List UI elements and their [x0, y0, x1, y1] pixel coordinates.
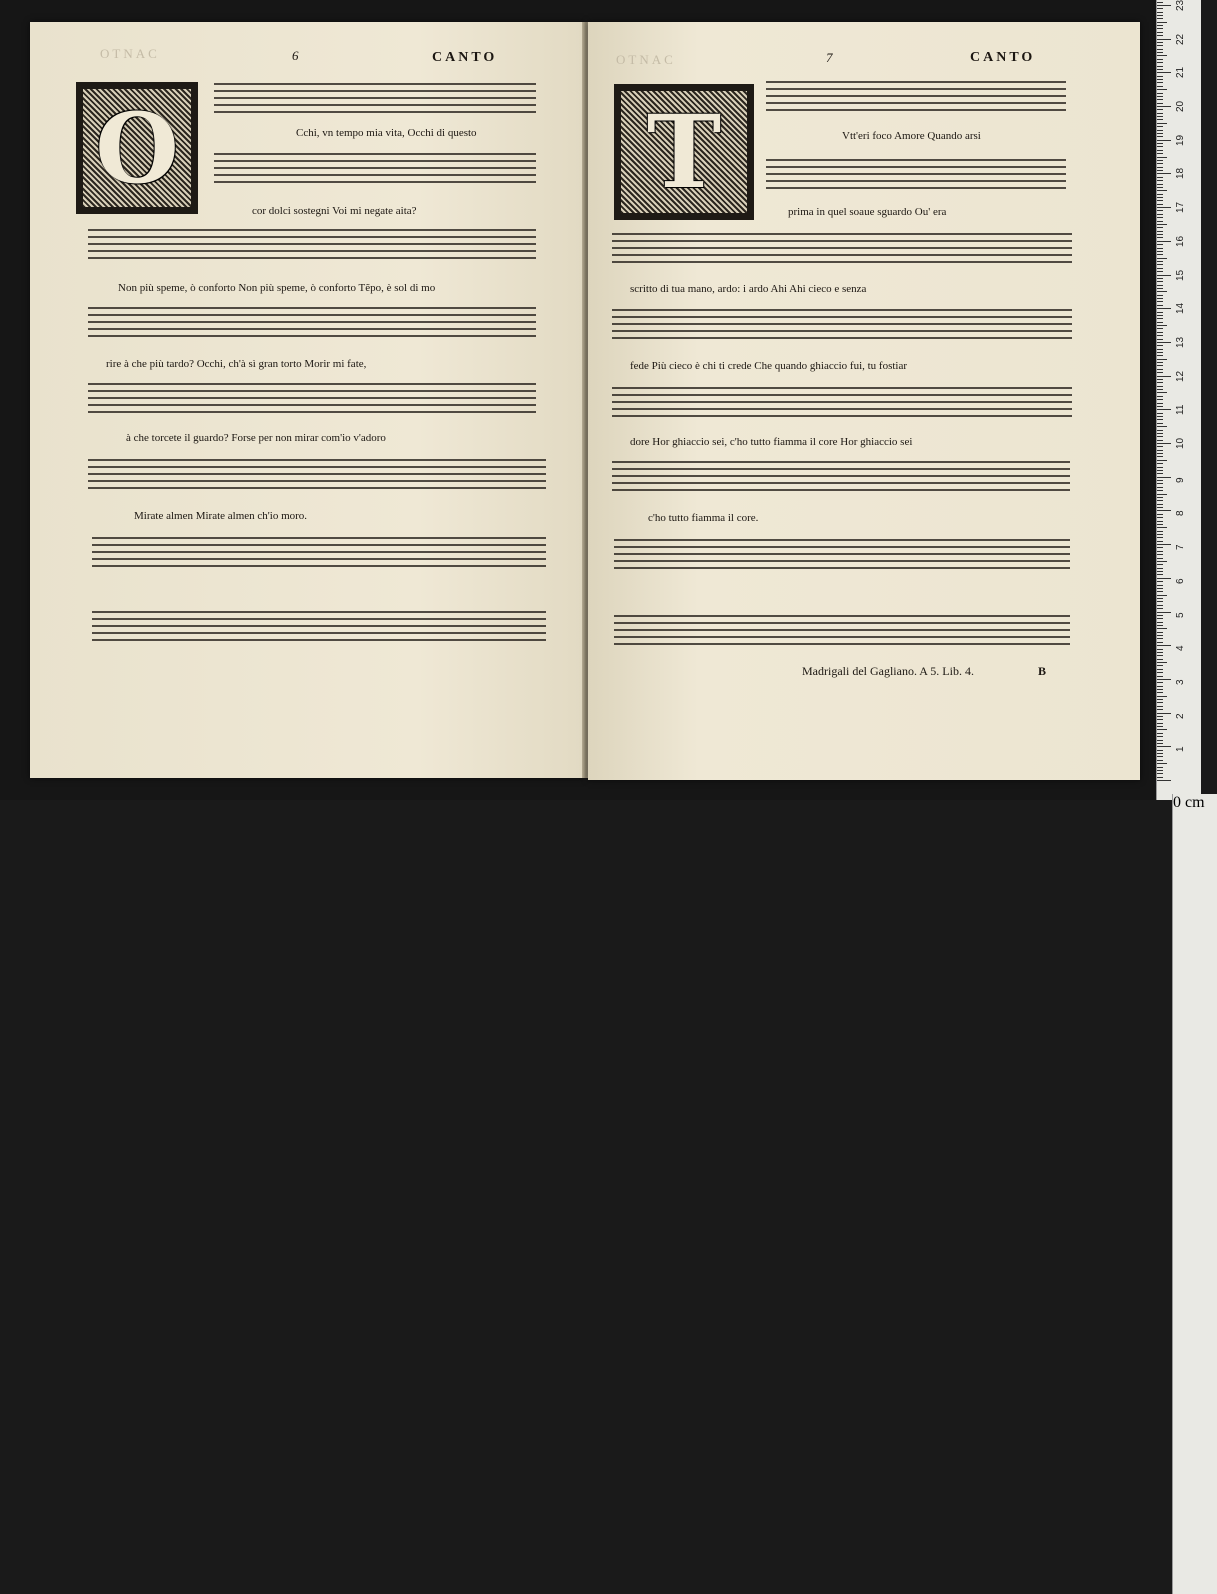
ruler-tick: [1157, 12, 1163, 13]
ruler-tick: [1157, 746, 1171, 747]
ruler-tick: [1157, 467, 1163, 468]
ruler-tick: [1157, 126, 1163, 127]
ruler-tick: [1157, 477, 1171, 478]
ruler-tick: [1157, 72, 1171, 73]
ruler-tick: [1157, 271, 1163, 272]
ruler-tick: [1157, 497, 1163, 498]
ruler-tick: [1157, 231, 1163, 232]
ruler-tick: [1157, 318, 1163, 319]
left-staff-5: [88, 380, 536, 420]
ruler-tick: [1157, 635, 1163, 636]
ruler-tick: [1157, 521, 1163, 522]
ruler-tick: [1157, 436, 1163, 437]
left-lyric-1: Cchi, vn tempo mia vita, Occhi di questo: [296, 127, 477, 139]
ruler-tick: [1157, 281, 1163, 282]
ruler-tick: [1157, 396, 1163, 397]
ruler-tick: [1157, 588, 1163, 589]
ruler-tick: [1157, 510, 1171, 511]
ruler-tick: [1157, 767, 1163, 768]
ruler-tick: [1157, 638, 1163, 639]
ruler-tick: [1157, 473, 1163, 474]
ruler-tick: [1157, 2, 1163, 3]
ruler-tick: [1157, 558, 1163, 559]
ruler-unit-label: 0 cm: [1172, 794, 1217, 1594]
ruler-tick: [1157, 52, 1163, 53]
ruler-tick: [1157, 335, 1163, 336]
ruler-tick: [1157, 740, 1163, 741]
ruler-tick: [1157, 500, 1163, 501]
ruler-tick: [1157, 433, 1163, 434]
ruler-tick: [1157, 275, 1171, 276]
ruler-tick: [1157, 15, 1163, 16]
ruler-tick: [1157, 251, 1163, 252]
ruler-tick: [1157, 547, 1163, 548]
ruler-tick: [1157, 136, 1163, 137]
ruler-tick: [1157, 578, 1171, 579]
ruler-tick: [1157, 339, 1163, 340]
ruler-tick: [1157, 514, 1163, 515]
ruler-tick: [1157, 96, 1163, 97]
ruler-tick: [1157, 254, 1163, 255]
ruler-tick: [1157, 696, 1167, 697]
ruler-tick: [1157, 713, 1171, 714]
ruler-tick: [1157, 756, 1163, 757]
ruler-tick: [1157, 352, 1163, 353]
ruler-tick: [1157, 224, 1167, 225]
right-staff-1: [766, 78, 1066, 118]
ruler-tick: [1157, 345, 1163, 346]
ruler-tick: [1157, 443, 1171, 444]
ruler-tick: [1157, 750, 1163, 751]
ruler-tick: [1157, 729, 1167, 730]
ruler-label: 7: [1175, 544, 1186, 551]
ruler-tick: [1157, 581, 1163, 582]
ruler-tick: [1157, 180, 1163, 181]
ruler-tick: [1157, 301, 1163, 302]
ruler-tick: [1157, 369, 1163, 370]
ruler-tick: [1157, 517, 1163, 518]
ruler-tick: [1157, 28, 1163, 29]
ruler-label: 15: [1175, 269, 1186, 281]
ruler-tick: [1157, 692, 1163, 693]
ruler-tick: [1157, 716, 1163, 717]
ruler-tick: [1157, 487, 1163, 488]
ruler-tick: [1157, 204, 1163, 205]
left-lyric-2: cor dolci sostegni Voi mi negate aita?: [252, 205, 417, 217]
ruler-tick: [1157, 342, 1171, 343]
ruler-tick: [1157, 534, 1163, 535]
ruler-tick: [1157, 527, 1167, 528]
right-lyric-5: dore Hor ghiaccio sei, c'ho tutto fiamma il core Hor ghiaccio sei: [630, 436, 913, 448]
ruler-tick: [1157, 79, 1163, 80]
ruler-tick: [1157, 665, 1163, 666]
ruler-tick: [1157, 642, 1163, 643]
left-empty-staff-1: [92, 534, 546, 574]
ruler-tick: [1157, 649, 1163, 650]
ruler-tick: [1157, 763, 1167, 764]
ruler-tick: [1157, 736, 1163, 737]
right-initial-letter: T: [646, 93, 722, 211]
ruler-tick: [1157, 507, 1163, 508]
ruler-tick: [1157, 86, 1163, 87]
measurement-ruler: [1156, 0, 1201, 800]
ruler-tick: [1157, 89, 1167, 90]
ruler-tick: [1157, 409, 1171, 410]
right-ghost-header: OTNAC: [616, 52, 676, 67]
right-staff-5: [612, 384, 1072, 424]
ruler-tick: [1157, 160, 1163, 161]
ruler-tick: [1157, 760, 1163, 761]
ruler-label: 11: [1175, 404, 1186, 416]
ruler-tick: [1157, 585, 1163, 586]
right-lyric-2: prima in quel soaue sguardo Ou' era: [788, 206, 947, 218]
ruler-tick: [1157, 146, 1163, 147]
ruler-tick: [1157, 207, 1171, 208]
ruler-tick: [1157, 628, 1167, 629]
right-empty-staff-2: [614, 612, 1070, 652]
ruler-tick: [1157, 227, 1163, 228]
ruler-tick: [1157, 376, 1171, 377]
ruler-tick: [1157, 524, 1163, 525]
ruler-tick: [1157, 315, 1163, 316]
ruler-tick: [1157, 325, 1167, 326]
ruler-tick: [1157, 719, 1163, 720]
ruler-tick: [1157, 605, 1163, 606]
ruler-tick: [1157, 561, 1167, 562]
ruler-tick: [1157, 221, 1163, 222]
ruler-tick: [1157, 686, 1163, 687]
ruler-tick: [1157, 332, 1163, 333]
left-staff-6: [88, 456, 410, 496]
ruler-tick: [1157, 652, 1163, 653]
ruler-tick: [1157, 143, 1163, 144]
ruler-tick: [1157, 564, 1163, 565]
ruler-tick: [1157, 662, 1167, 663]
ruler-tick: [1157, 777, 1163, 778]
ruler-tick: [1157, 574, 1163, 575]
right-page-footer: Madrigali del Gagliano. A 5. Lib. 4.: [802, 664, 974, 678]
ruler-tick: [1157, 264, 1163, 265]
left-lyric-5: à che torcete il guardo? Forse per non mirar com'io v'adoro: [126, 432, 386, 444]
ruler-tick: [1157, 39, 1171, 40]
ruler-tick: [1157, 312, 1163, 313]
left-staff-1: [214, 80, 536, 120]
left-staff-2: [214, 150, 536, 190]
ruler-tick: [1157, 234, 1163, 235]
ruler-tick: [1157, 200, 1163, 201]
ruler-tick: [1157, 655, 1163, 656]
ruler-label: 20: [1175, 100, 1186, 112]
ruler-tick: [1157, 237, 1163, 238]
ruler-tick: [1157, 288, 1163, 289]
ruler-tick: [1157, 241, 1171, 242]
right-page-number: 7: [826, 50, 833, 65]
ruler-tick: [1157, 32, 1163, 33]
ruler-tick: [1157, 419, 1163, 420]
ruler-tick: [1157, 210, 1163, 211]
left-initial-letter: O: [95, 91, 179, 205]
ruler-tick: [1157, 598, 1163, 599]
ruler-tick: [1157, 591, 1163, 592]
ruler-tick: [1157, 382, 1163, 383]
ruler-tick: [1157, 66, 1163, 67]
ruler-tick: [1157, 743, 1163, 744]
left-page-number: 6: [292, 48, 299, 63]
ruler-tick: [1157, 248, 1163, 249]
ruler-tick: [1157, 25, 1163, 26]
ruler-tick: [1157, 268, 1163, 269]
ruler-tick: [1157, 632, 1163, 633]
ruler-tick: [1157, 93, 1163, 94]
ruler-tick: [1157, 244, 1163, 245]
ruler-tick: [1157, 150, 1163, 151]
ruler-tick: [1157, 773, 1163, 774]
ruler-tick: [1157, 359, 1167, 360]
ruler-tick: [1157, 362, 1163, 363]
ruler-tick: [1157, 490, 1163, 491]
ruler-tick: [1157, 531, 1163, 532]
ruler-label: 5: [1175, 611, 1186, 618]
ruler-label: 9: [1175, 477, 1186, 483]
ruler-tick: [1157, 446, 1163, 447]
ruler-tick: [1157, 676, 1163, 677]
ruler-tick: [1157, 140, 1171, 141]
left-staff-6-empty: [410, 456, 546, 496]
ruler-tick: [1157, 426, 1167, 427]
ruler-tick: [1157, 612, 1171, 613]
ruler-tick: [1157, 726, 1163, 727]
ruler-tick: [1157, 130, 1163, 131]
ruler-label: 3: [1175, 679, 1186, 685]
ruler-tick: [1157, 119, 1163, 120]
ruler-tick: [1157, 261, 1163, 262]
ruler-tick: [1157, 163, 1163, 164]
right-staff-6-empty: [802, 458, 1070, 498]
ruler-tick: [1157, 355, 1163, 356]
left-empty-staff-2: [92, 608, 546, 648]
ruler-tick: [1157, 184, 1163, 185]
right-staff-2: [766, 156, 1066, 196]
ruler-tick: [1157, 197, 1163, 198]
ruler-tick: [1157, 403, 1163, 404]
ruler-tick: [1157, 349, 1163, 350]
ruler-label: 23: [1175, 0, 1186, 11]
ruler-tick: [1157, 618, 1163, 619]
ruler-tick: [1157, 116, 1163, 117]
ruler-label: 18: [1175, 168, 1186, 180]
ruler-label: 4: [1175, 645, 1186, 652]
left-staff-4: [88, 304, 536, 344]
ruler-tick: [1157, 541, 1163, 542]
ruler-tick: [1157, 423, 1163, 424]
ruler-tick: [1157, 214, 1163, 215]
ruler-tick: [1157, 608, 1163, 609]
ruler-tick: [1157, 45, 1163, 46]
ruler-tick: [1157, 483, 1163, 484]
right-empty-staff-1: [614, 536, 1070, 576]
ruler-tick: [1157, 463, 1163, 464]
ruler-tick: [1157, 62, 1163, 63]
ruler-tick: [1157, 278, 1163, 279]
ruler-tick: [1157, 440, 1163, 441]
ruler-tick: [1157, 291, 1167, 292]
ruler-label: 14: [1175, 303, 1186, 315]
ruler-tick: [1157, 295, 1163, 296]
ruler-tick: [1157, 153, 1163, 154]
ruler-tick: [1157, 76, 1163, 77]
ruler-tick: [1157, 699, 1163, 700]
ruler-tick: [1157, 392, 1167, 393]
left-staff-3: [88, 226, 536, 266]
right-signature-mark: B: [1038, 664, 1047, 678]
left-decorated-initial: [76, 82, 198, 214]
ruler-tick: [1157, 659, 1163, 660]
ruler-tick: [1157, 308, 1171, 309]
ruler-tick: [1157, 190, 1167, 191]
ruler-tick: [1157, 682, 1163, 683]
ruler-tick: [1157, 450, 1163, 451]
ruler-tick: [1157, 645, 1171, 646]
ruler-tick: [1157, 706, 1163, 707]
ruler-tick: [1157, 504, 1163, 505]
left-ghost-header: OTNAC: [100, 46, 160, 61]
right-staff-4: [612, 306, 1072, 346]
ruler-tick: [1157, 399, 1163, 400]
ruler-label: 1: [1175, 746, 1186, 753]
ruler-tick: [1157, 173, 1171, 174]
ruler-label: 19: [1175, 134, 1186, 146]
left-lyric-6: Mirate almen Mirate almen ch'io moro.: [134, 510, 308, 522]
ruler-tick: [1157, 194, 1163, 195]
ruler-tick: [1157, 69, 1163, 70]
ruler-tick: [1157, 22, 1167, 23]
ruler-tick: [1157, 551, 1163, 552]
ruler-tick: [1157, 379, 1163, 380]
ruler-tick: [1157, 601, 1163, 602]
ruler-tick: [1157, 18, 1163, 19]
ruler-tick: [1157, 82, 1163, 83]
ruler-tick: [1157, 615, 1163, 616]
ruler-tick: [1157, 170, 1163, 171]
ruler-tick: [1157, 372, 1163, 373]
ruler-tick: [1157, 625, 1163, 626]
left-lyric-3: Non più speme, ò conforto Non più speme, ò conforto Tẽpo, è sol di mo: [118, 282, 436, 294]
ruler-tick: [1157, 305, 1163, 306]
ruler-tick: [1157, 460, 1167, 461]
ruler-tick: [1157, 167, 1163, 168]
ruler-tick: [1157, 42, 1163, 43]
ruler-tick: [1157, 123, 1167, 124]
left-lyric-4: rire à che più tardo? Occhi, ch'à sì gran torto Morir mi fate,: [106, 358, 367, 370]
ruler-tick: [1157, 780, 1171, 781]
ruler-label: 8: [1175, 510, 1186, 517]
ruler-tick: [1157, 5, 1171, 6]
ruler-tick: [1157, 406, 1163, 407]
ruler-tick: [1157, 702, 1163, 703]
ruler-tick: [1157, 470, 1163, 471]
left-page-header: CANTO: [432, 50, 498, 65]
ruler-tick: [1157, 413, 1163, 414]
ruler-label: 6: [1175, 578, 1186, 584]
ruler-tick: [1157, 106, 1171, 107]
ruler-tick: [1157, 35, 1163, 36]
right-lyric-3: scritto di tua mano, ardo: i ardo Ahi Ahi cieco e senza: [630, 283, 867, 295]
ruler-label: 16: [1175, 235, 1186, 247]
right-lyric-1: Vtt'eri foco Amore Quando arsi: [842, 130, 981, 142]
ruler-tick: [1157, 55, 1167, 56]
ruler-tick: [1157, 59, 1163, 60]
ruler-tick: [1157, 709, 1163, 710]
ruler-label: 10: [1175, 437, 1186, 449]
ruler-label: 12: [1175, 370, 1186, 382]
right-staff-6: [612, 458, 802, 498]
right-staff-3: [612, 230, 1072, 270]
ruler-tick: [1157, 430, 1163, 431]
ruler-tick: [1157, 8, 1163, 9]
ruler-tick: [1157, 453, 1163, 454]
ruler-tick: [1157, 544, 1171, 545]
ruler-tick: [1157, 672, 1163, 673]
right-decorated-initial: [614, 84, 754, 220]
ruler-tick: [1157, 113, 1163, 114]
ruler-tick: [1157, 554, 1163, 555]
ruler-tick: [1157, 157, 1167, 158]
ruler-tick: [1157, 49, 1163, 50]
ruler-label: 17: [1175, 201, 1186, 214]
ruler-label: 13: [1175, 336, 1186, 348]
ruler-tick: [1157, 571, 1163, 572]
ruler-tick: [1157, 537, 1163, 538]
ruler-tick: [1157, 494, 1167, 495]
ruler-tick: [1157, 109, 1163, 110]
ruler-tick: [1157, 177, 1163, 178]
ruler-label: 21: [1175, 67, 1186, 79]
ruler-tick: [1157, 770, 1163, 771]
ruler-tick: [1157, 322, 1163, 323]
ruler-tick: [1157, 389, 1163, 390]
ruler-tick: [1157, 365, 1163, 366]
ruler-tick: [1157, 416, 1163, 417]
ruler-tick: [1157, 595, 1167, 596]
ruler-tick: [1157, 386, 1163, 387]
ruler-tick: [1157, 285, 1163, 286]
ruler-tick: [1157, 689, 1163, 690]
ruler-tick: [1157, 753, 1163, 754]
ruler-label: 2: [1175, 713, 1186, 719]
right-page-header: CANTO: [970, 50, 1036, 65]
ruler-tick: [1157, 258, 1167, 259]
ruler-tick: [1157, 99, 1163, 100]
ruler-tick: [1157, 187, 1163, 188]
ruler-label: 22: [1175, 33, 1186, 45]
ruler-tick: [1157, 328, 1163, 329]
right-lyric-4: fede Più cieco è chi ti crede Che quando ghiaccio fui, tu fostiar: [630, 360, 908, 372]
ruler-tick: [1157, 622, 1163, 623]
ruler-tick: [1157, 669, 1163, 670]
ruler-tick: [1157, 568, 1163, 569]
ruler-tick: [1157, 217, 1163, 218]
ruler-tick: [1157, 456, 1163, 457]
right-lyric-6: c'ho tutto fiamma il core.: [648, 512, 759, 524]
ruler-tick: [1157, 103, 1163, 104]
ruler-tick: [1157, 133, 1163, 134]
ruler-tick: [1157, 723, 1163, 724]
ruler-tick: [1157, 679, 1171, 680]
ruler-tick: [1157, 480, 1163, 481]
ruler-tick: [1157, 298, 1163, 299]
ruler-tick: [1157, 733, 1163, 734]
